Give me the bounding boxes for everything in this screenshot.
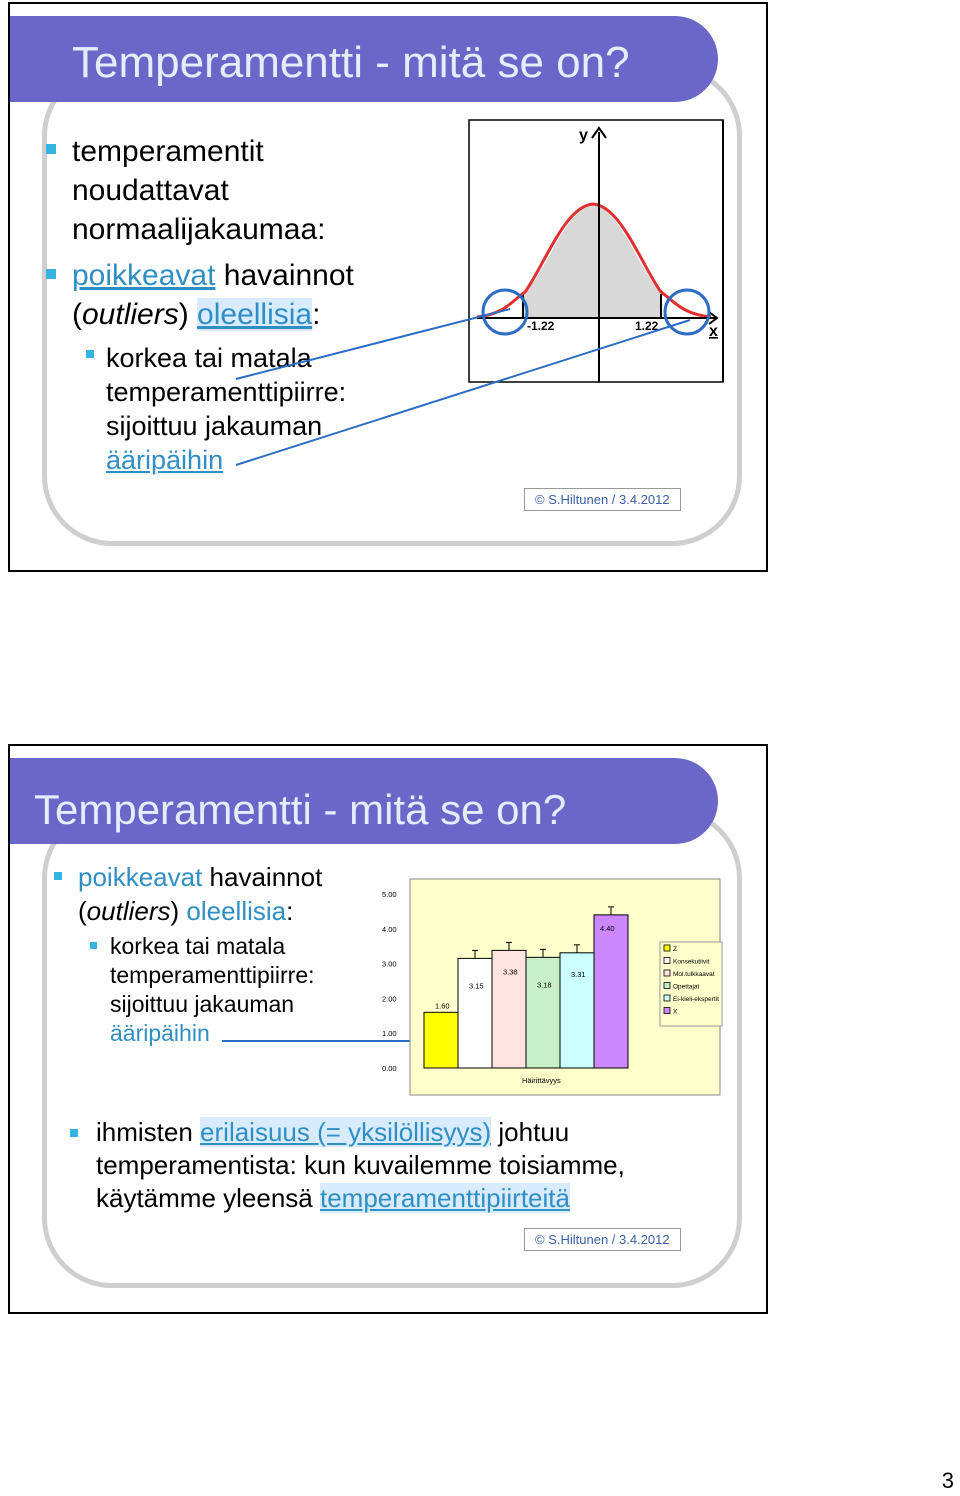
- pointer-lines: [10, 4, 768, 572]
- sub-bullet-line-3: sijoittuu jakauman: [110, 991, 295, 1017]
- bullet-marker: [70, 1129, 78, 1137]
- bullet-1-text: havainnot: [202, 862, 323, 892]
- legend-swatch: [664, 983, 670, 989]
- data-label: 3.38: [503, 967, 518, 977]
- legend-label: Mol.tulkkaavat: [673, 971, 715, 978]
- page-number: 3: [941, 1468, 954, 1493]
- paren: ): [170, 896, 187, 926]
- link-temperamenttipiirteita[interactable]: temperamenttipiirteitä: [319, 1183, 570, 1213]
- bullet-2-line-3: käytämme yleensä: [96, 1183, 320, 1213]
- y-tick-label: 5.00: [382, 890, 397, 899]
- legend-label: Ei-kieli-ekspertit: [673, 996, 719, 1003]
- bar: [458, 958, 492, 1068]
- legend-label: Konsekutiivit: [673, 958, 710, 966]
- legend-label: Opettajat: [673, 983, 700, 991]
- x-axis-label: Häirittävyys: [522, 1076, 561, 1085]
- legend-swatch: [664, 958, 670, 964]
- bullet-1-line-2: noudattavat: [72, 174, 229, 207]
- colon: :: [286, 896, 294, 926]
- sub-bullet-line-1: korkea tai matala: [110, 933, 286, 959]
- data-label: 3.15: [469, 981, 484, 991]
- sub-bullet-line-3: sijoittuu jakauman: [106, 411, 323, 441]
- bullet-1-line-3: normaalijakaumaa:: [72, 213, 326, 246]
- link-oleellisia[interactable]: oleellisia: [186, 896, 287, 926]
- left-tick-label: -1.22: [527, 319, 555, 333]
- x-axis-label: x: [709, 323, 718, 340]
- footer-copyright: © S.Hiltunen / 3.4.2012: [524, 1228, 681, 1251]
- sub-bullet-line-1: korkea tai matala: [106, 343, 312, 373]
- slide-title: Temperamentti - mitä se on?: [72, 38, 630, 87]
- outliers-text: outliers: [82, 298, 179, 331]
- bullet-1-line-1: temperamentit: [72, 135, 264, 168]
- y-axis-label: y: [579, 127, 588, 144]
- slide-2: [8, 744, 768, 1314]
- link-poikkeavat[interactable]: poikkeavat: [78, 862, 203, 892]
- slide-1: [8, 2, 768, 572]
- bullet-2-text-2: johtuu: [491, 1117, 570, 1147]
- data-label: 3.31: [571, 969, 586, 979]
- y-tick-label: 2.00: [382, 994, 397, 1004]
- bar: [594, 915, 628, 1068]
- pointer-line-right: [236, 320, 690, 465]
- y-tick-label: 3.00: [382, 959, 397, 969]
- legend-swatch: [664, 995, 670, 1001]
- footer-copyright: © S.Hiltunen / 3.4.2012: [524, 488, 681, 511]
- data-label: 3.18: [537, 980, 552, 990]
- link-poikkeavat[interactable]: poikkeavat: [72, 259, 216, 292]
- paren: (: [72, 298, 82, 331]
- bullet-2: [96, 1116, 625, 1215]
- bar: [526, 957, 560, 1068]
- link-oleellisia[interactable]: oleellisia: [197, 298, 313, 331]
- bar: [424, 1012, 458, 1068]
- legend-swatch: [664, 1008, 670, 1014]
- legend-label: X: [673, 1008, 678, 1016]
- link-aaripaihin[interactable]: ääripäihin: [106, 445, 224, 475]
- paren: ): [178, 298, 198, 331]
- bar-chart: [362, 878, 724, 1100]
- pointer-line-left: [236, 309, 510, 379]
- y-tick-label: 1.00: [382, 1029, 397, 1039]
- legend-label: Z: [673, 946, 677, 953]
- slide-title: Temperamentti - mitä se on?: [34, 786, 567, 833]
- legend-swatch: [664, 945, 670, 951]
- sub-bullet-line-2: temperamenttipiirre:: [106, 377, 347, 407]
- data-label: 4.40: [600, 923, 615, 933]
- bullet-2-text: havainnot: [215, 259, 354, 292]
- sub-bullet-line-2: temperamenttipiirre:: [110, 962, 315, 988]
- right-tick-label: 1.22: [635, 319, 659, 333]
- legend-swatch: [664, 970, 670, 976]
- colon: :: [312, 298, 321, 331]
- link-aaripaihin[interactable]: ääripäihin: [110, 1020, 210, 1046]
- y-tick-label: 4.00: [382, 924, 397, 934]
- y-tick-label: 0.00: [382, 1064, 397, 1073]
- outliers-text: outliers: [86, 896, 171, 926]
- link-erilaisuus[interactable]: erilaisuus (= yksilöllisyys): [200, 1117, 492, 1147]
- data-label: 1.60: [435, 1001, 450, 1011]
- paren: (: [78, 896, 87, 926]
- bullet-2-text-1: ihmisten: [96, 1117, 201, 1147]
- bullet-2-line-2: temperamentista: kun kuvailemme toisiamme,: [96, 1150, 625, 1180]
